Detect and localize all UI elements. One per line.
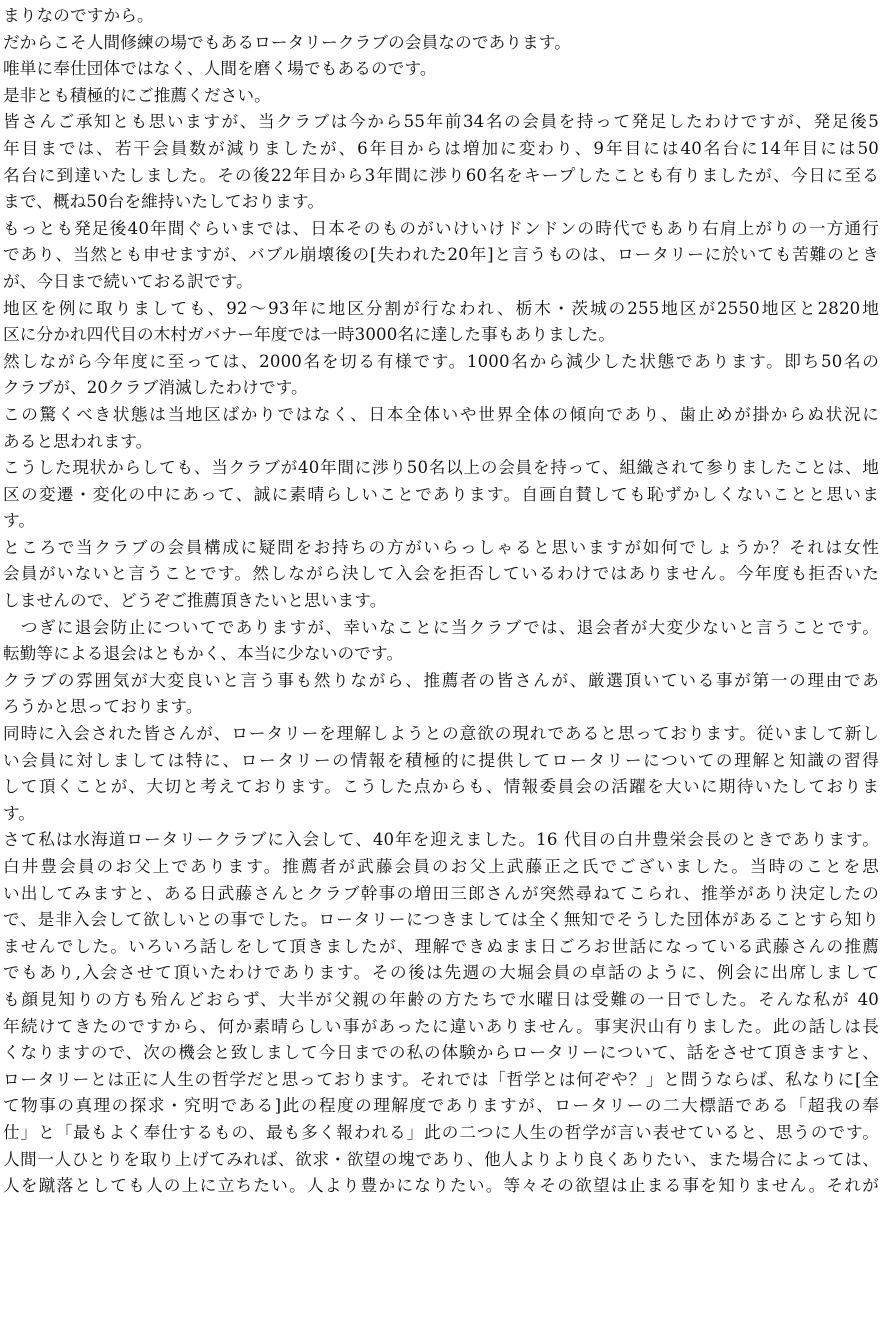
- text-line: す。: [3, 803, 36, 823]
- text-line: 区に分かれ四代目の木村ガバナー年度では一時3000名に達した事もありました。: [3, 325, 616, 345]
- text-line: で、是非入会して欲しいとの事でした。ロータリーにつきましては全く無知でそうした団体があることすら知り: [3, 910, 879, 930]
- text-line: 地区を例に取りましても、92～93年に地区分割が行なわれ、栃木・茨城の255地区が2550地区と2820地: [3, 298, 879, 318]
- text-line: 唯単に奉仕団体ではなく、人間を磨く場でもあるのです。: [3, 59, 437, 79]
- document-body: [3, 3, 879, 1200]
- text-line: 人を蹴落としても人の上に立ちたい。人より豊かになりたい。等々その欲望は止まる事を知りません。それが: [3, 1176, 879, 1196]
- text-line: でもあり,入会させて頂いたわけであります。その後は先週の大堀会員の卓話のように、例会に出席しまして: [3, 963, 879, 983]
- text-line: 区の変遷・変化の中にあって、誠に素晴らしいことであります。自画自賛しても恥ずかしくないことと思いま: [3, 484, 879, 504]
- text-line: も顔見知りの方も殆んどおらず、大半が父親の年齢の方たちで水曜日は受難の一日でした。そんな私が 40: [3, 989, 879, 1009]
- text-line: クラブが、20クラブ消滅したわけです。: [3, 378, 308, 398]
- text-line: て物事の真理の探求・究明である]此の程度の理解度でありますが、ロータリーの二大標語である「超我の奉: [3, 1096, 879, 1116]
- text-line: 転勤等による退会はともかく、本当に少ないのです。: [3, 644, 404, 664]
- text-line: しませんので、どうぞご推薦頂きたいと思います。: [3, 591, 387, 611]
- text-line: い出してみますと、ある日武藤さんとクラブ幹事の増田三郎さんが突然尋ねてこられ、推挙があり決定したの: [3, 883, 879, 903]
- text-line: もっとも発足後40年間ぐらいまでは、日本そのものがいけいけドンドンの時代でもあり右肩上がりの一方通行: [3, 218, 879, 238]
- text-line: 会員がいないと言うことです。然しながら決して入会を拒否しているわけではありません。今年度も拒否いた: [3, 564, 879, 584]
- text-line: 白井豊会員のお父上であります。推薦者が武藤会員のお父上武藤正之氏でございました。当時のことを思: [3, 857, 879, 876]
- text-line: つぎに退会防止についてでありますが、幸いなことに当クラブでは、退会者が大変少ないと言うことです。: [3, 617, 879, 637]
- text-line: 皆さんご承知とも思いますが、当クラブは今から55年前34名の会員を持って発足したわけですが、発足後5: [3, 112, 879, 132]
- text-line: 年目までは、若干会員数が減りましたが、6年目からは増加に変わり、9年目には40名台に14年目には50: [3, 138, 879, 158]
- text-line: 然しながら今年度に至っては、2000名を切る有様です。1000名から減少した状態であります。即ち50名の: [3, 351, 879, 371]
- text-line: ませんでした。いろいろ話しをして頂きましたが、理解できぬまま日ごろお世話になっている武藤さんの推薦: [3, 936, 879, 956]
- text-line: さて私は水海道ロータリークラブに入会して、40年を迎えました。16 代目の白井豊栄会長のときであります。: [3, 830, 879, 850]
- text-line: 年続けてきたのですから、何か素晴らしい事があったに違いありません。事実沢山有りました。此の話しは長: [3, 1016, 879, 1036]
- text-line: 是非とも積極的にご推薦ください。: [3, 85, 271, 105]
- text-line: くなりますので、次の機会と致しまして今日までの私の体験からロータリーについて、話をさせて頂きますと、: [3, 1043, 879, 1063]
- text-line: だからこそ人間修練の場でもあるロータリークラブの会員なのであります。: [3, 32, 571, 52]
- text-line: 人間一人ひとりを取り上げてみれば、欲求・欲望の塊であり、他人よりより良くありたい、また場合によっては、: [3, 1149, 879, 1169]
- text-line: が、今日まで続いておる訳です。: [3, 271, 253, 291]
- text-line: 名台に到達いたしました。その後22年目から3年間に渉り60名をキープしたことも有りましたが、今日に至る: [3, 165, 879, 185]
- text-line: して頂くことが、大切と考えております。こうした点からも、情報委員会の活躍を大いに期待いたしておりま: [3, 777, 879, 797]
- text-line: まりなのですから。: [3, 6, 154, 25]
- text-line: であり、当然とも申せますが、バブル崩壊後の[失われた20年]と言うものは、ロータリーに於いても苦難のとき: [3, 245, 879, 265]
- text-line: まで、概ね50台を維持いたしております。: [3, 192, 325, 212]
- text-line: 同時に入会された皆さんが、ロータリーを理解しようとの意欲の現れであると思っております。従いまして新し: [3, 724, 879, 744]
- text-line: す。: [3, 511, 36, 531]
- text-line: こうした現状からしても、当クラブが40年間に渉り50名以上の会員を持って、組織されて参りましたことは、地: [3, 458, 879, 478]
- text-line: 仕」と「最もよく奉仕するもの、最も多く報われる」此の二つに人生の哲学が言い表せていると、思うのです。: [3, 1122, 879, 1142]
- text-line: ろうかと思っております。: [3, 697, 203, 717]
- text-line: あると思われます。: [3, 431, 153, 451]
- text-line: この驚くべき状態は当地区ばかりではなく、日本全体いや世界全体の傾向であり、歯止めが掛からぬ状況に: [3, 404, 879, 424]
- text-line: い会員に対しましては特に、ロータリーの情報を積極的に提供してロータリーについての理解と知識の習得: [3, 750, 879, 770]
- text-line: ロータリーとは正に人生の哲学だと思っております。それでは「哲学とは何ぞや？」と問うならば、私なりに[全: [3, 1069, 879, 1089]
- text-line: ところで当クラブの会員構成に疑問をお持ちの方がいらっしゃると思いますが如何でしょうか？それは女性: [3, 537, 879, 557]
- text-line: クラブの雰囲気が大変良いと言う事も然りながら、推薦者の皆さんが、厳選頂いている事が第一の理由であ: [3, 670, 879, 690]
